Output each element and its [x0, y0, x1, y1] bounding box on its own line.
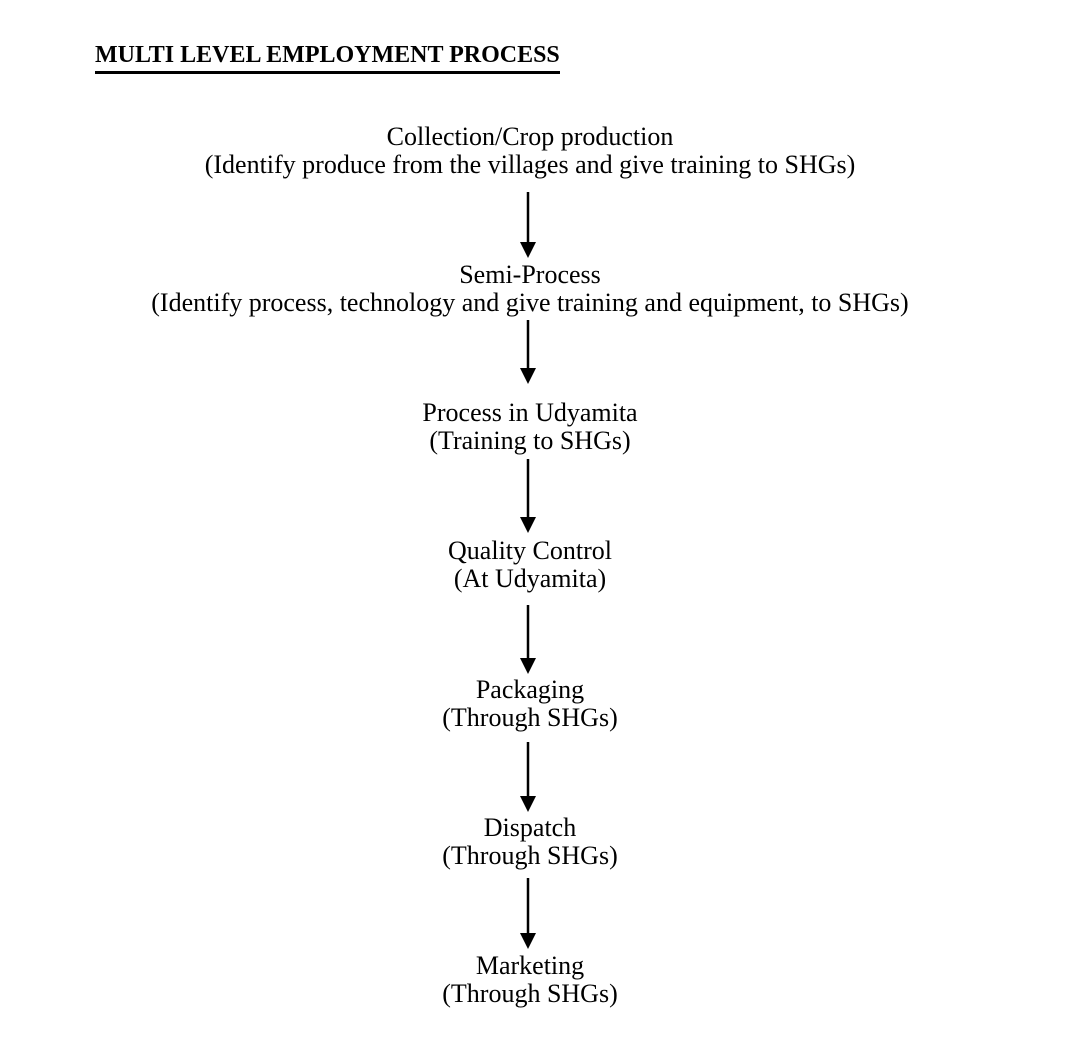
step-title: Process in Udyamita [422, 398, 638, 427]
page-title [95, 40, 560, 74]
flow-step-quality-control [0, 537, 1060, 593]
down-arrow-icon [517, 605, 539, 674]
step-subtitle: (Training to SHGs) [429, 426, 631, 455]
step-subtitle: (Identify process, technology and give training and equipment, to SHGs) [151, 288, 909, 317]
down-arrow-icon [517, 192, 539, 258]
step-title: Dispatch [483, 813, 577, 842]
step-title: Packaging [475, 675, 585, 704]
flow-step-marketing [0, 952, 1060, 1008]
step-title: Collection/Crop production [386, 122, 674, 151]
step-title: Semi-Process [459, 260, 601, 289]
flow-step-process-udyamita [0, 399, 1060, 455]
step-title: Marketing [475, 951, 585, 980]
flow-step-collection [0, 123, 1060, 179]
step-subtitle: (Through SHGs) [442, 979, 618, 1008]
down-arrow-icon [517, 742, 539, 812]
step-subtitle: (At Udyamita) [453, 564, 607, 593]
down-arrow-icon [517, 878, 539, 949]
step-subtitle: (Through SHGs) [442, 703, 618, 732]
step-title: Quality Control [448, 536, 612, 565]
down-arrow-icon [517, 320, 539, 384]
step-subtitle: (Identify produce from the villages and give training to SHGs) [204, 150, 856, 179]
page-title-text: MULTI LEVEL EMPLOYMENT PROCESS [95, 40, 560, 74]
flow-step-dispatch [0, 814, 1060, 870]
down-arrow-icon [517, 459, 539, 533]
flow-step-packaging [0, 676, 1060, 732]
flow-step-semi-process [0, 261, 1060, 317]
step-subtitle: (Through SHGs) [442, 841, 618, 870]
